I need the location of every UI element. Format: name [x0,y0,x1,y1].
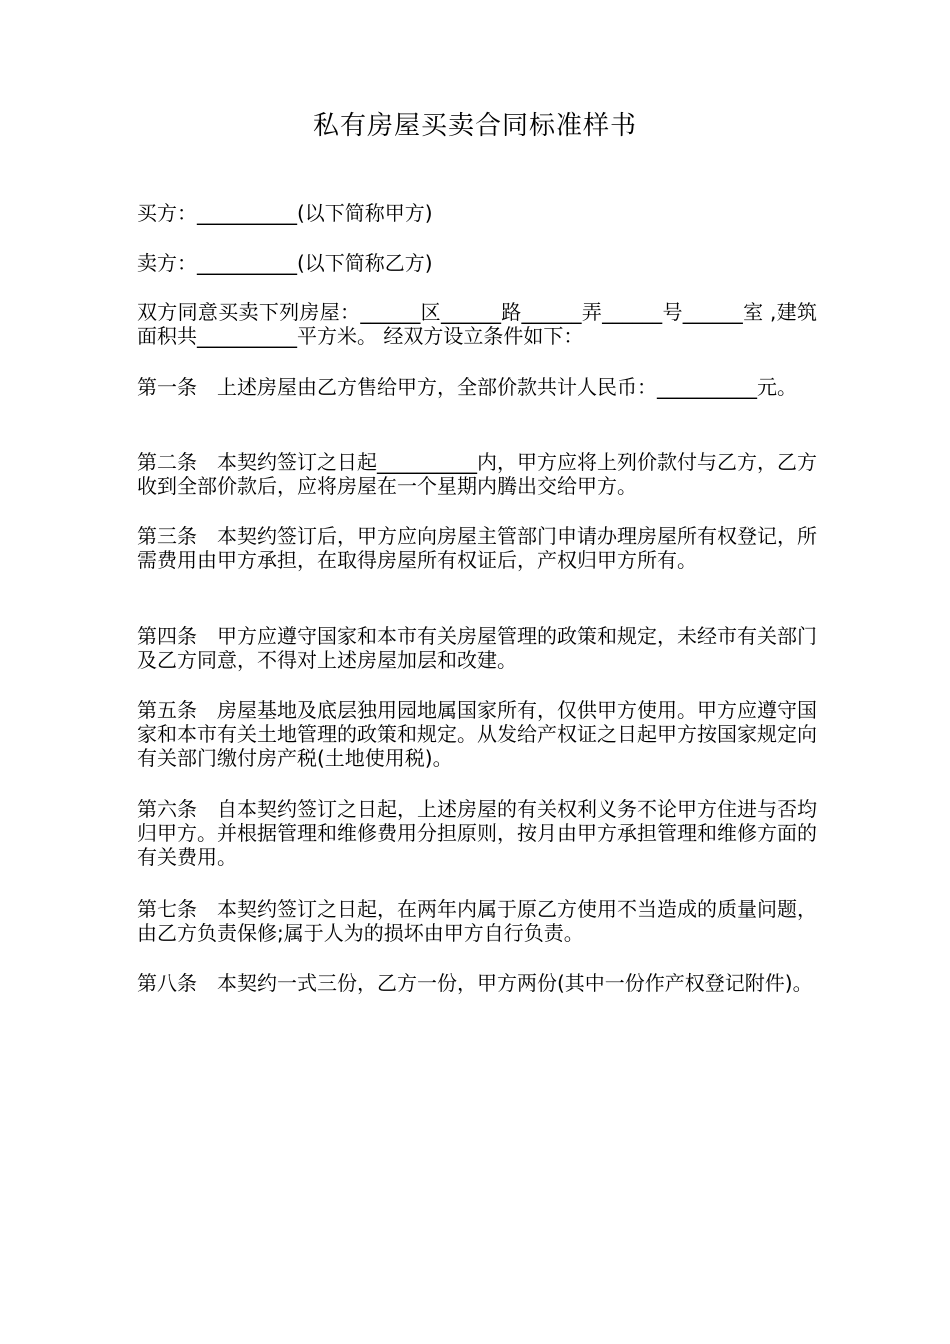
article-6: 第六条 自本契约签订之日起，上述房屋的有关权利义务不论甲方住进与否均归甲方。并根据管理和维修费用分担原则，按月由甲方承担管理和维修方面的有关费用。 [137,797,817,869]
article-4: 第四条 甲方应遵守国家和本市有关房屋管理的政策和规定，未经市有关部门及乙方同意，不得对上述房屋加层和改建。 [137,624,817,672]
buyer-line: 买方：__________(以下简称甲方) [137,201,433,225]
article-5: 第五条 房屋基地及底层独用园地属国家所有，仅供甲方使用。甲方应遵守国家和本市有关土地管理的政策和规定。从发给产权证之日起甲方按国家规定向有关部门缴付房产税(土地使用税)。 [137,698,817,770]
property-description: 双方同意买卖下列房屋：______区______路______弄______号______室 ,建筑面积共__________平方米。 经双方设立条件如下： [137,300,817,348]
article-8: 第八条 本契约一式三份，乙方一份，甲方两份(其中一份作产权登记附件)。 [137,971,813,995]
article-2: 第二条 本契约签订之日起__________内，甲方应将上列价款付与乙方，乙方收到全部价款后，应将房屋在一个星期内腾出交给甲方。 [137,450,817,498]
article-3: 第三条 本契约签订后，甲方应向房屋主管部门申请办理房屋所有权登记，所需费用由甲方承担，在取得房屋所有权证后，产权归甲方所有。 [137,524,817,572]
article-7: 第七条 本契约签订之日起，在两年内属于原乙方使用不当造成的质量问题，由乙方负责保修;属于人为的损坏由甲方自行负责。 [137,897,817,945]
document-title: 私有房屋买卖合同标准样书 [312,111,637,141]
article-1: 第一条 上述房屋由乙方售给甲方，全部价款共计人民币：__________元。 [137,375,797,399]
seller-line: 卖方：__________(以下简称乙方) [137,251,433,275]
